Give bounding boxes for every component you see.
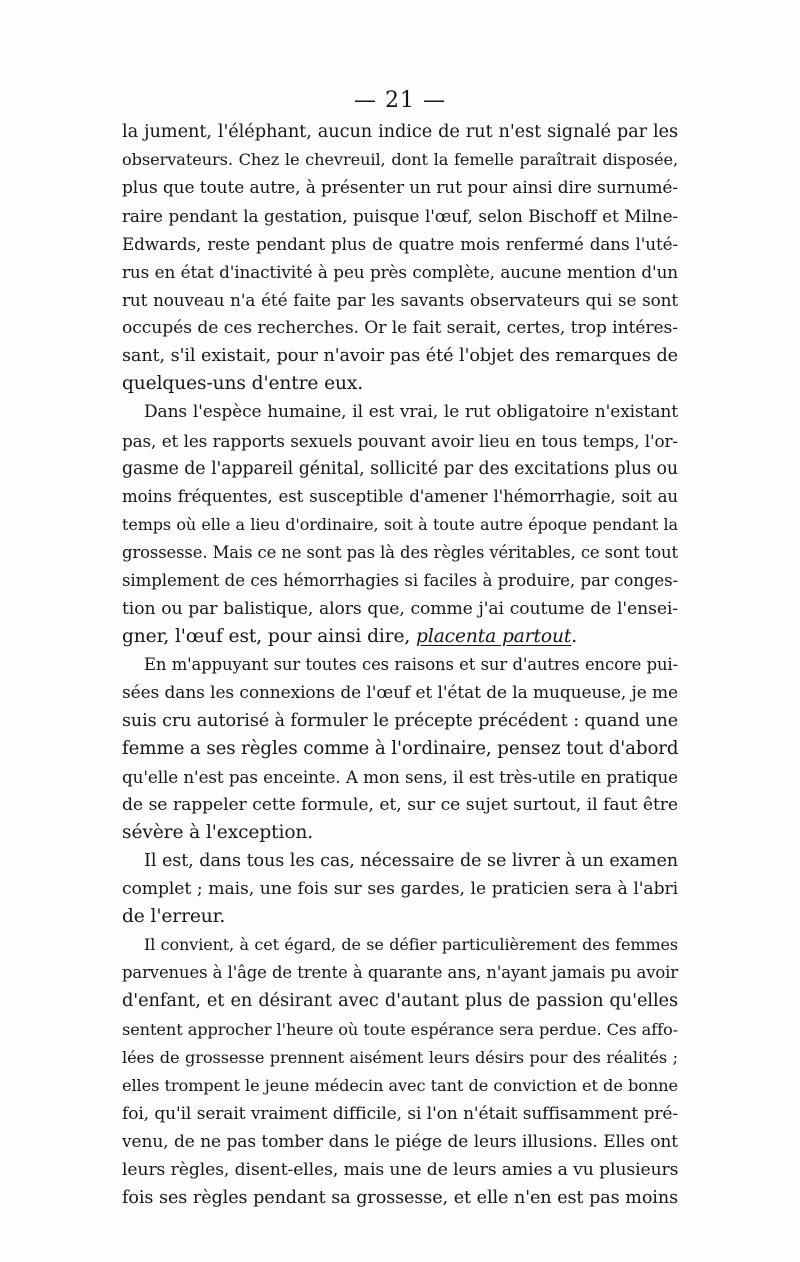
text-line bbox=[122, 735, 678, 763]
line-text: de l'erreur. bbox=[122, 906, 226, 928]
line-text: grossesse. Mais ce ne sont pas là des règles véritables, ce sont tout bbox=[122, 542, 678, 562]
line-text: sentent approcher l'heure où toute espérance sera perdue. Ces affo- bbox=[122, 1019, 678, 1039]
text-line bbox=[122, 146, 678, 174]
line-text: sévère à l'exception. bbox=[122, 822, 314, 844]
text-line bbox=[122, 1156, 678, 1184]
page-number: — 21 — bbox=[354, 88, 446, 113]
line-text: de se rappeler cette formule, et, sur ce sujet surtout, il faut être bbox=[122, 795, 678, 816]
text-line bbox=[122, 455, 678, 483]
text-line bbox=[122, 931, 678, 959]
line-text: plus que toute autre, à présenter un rut pour ainsi dire surnumé- bbox=[122, 178, 679, 199]
line-text: rus en état d'inactivité à peu près complète, aucune mention d'un bbox=[122, 262, 678, 283]
line-text: En m'appuyant sur toutes ces raisons et sur d'autres encore pui- bbox=[144, 654, 678, 674]
line-text: foi, qu'il serait vraiment difficile, si l'on n'était suffisamment pré- bbox=[122, 1103, 678, 1124]
text-line bbox=[122, 118, 678, 146]
line-text: simplement de ces hémorrhagies si faciles à produire, par conges- bbox=[122, 570, 678, 590]
line-text: leurs règles, disent-elles, mais une de leurs amies a vu plusieurs bbox=[122, 1159, 679, 1180]
text-line bbox=[122, 567, 678, 595]
line-text: rut nouveau n'a été faite par les savants observateurs qui se sont bbox=[122, 290, 678, 311]
text-line bbox=[122, 791, 678, 819]
text-line bbox=[122, 286, 678, 314]
emphasized-phrase: placenta partout bbox=[416, 625, 572, 647]
line-text: gner, l'œuf est, pour ainsi dire, bbox=[122, 625, 417, 647]
line-text: suis cru autorisé à formuler le précepte précédent : quand une bbox=[122, 710, 679, 731]
text-line bbox=[122, 539, 678, 567]
text-line bbox=[122, 1044, 678, 1072]
line-text: sant, s'il existait, pour n'avoir pas été l'objet des remarques de bbox=[122, 346, 678, 367]
text-line bbox=[122, 342, 678, 370]
line-text: observateurs. Chez le chevreuil, dont la femelle paraîtrait disposée, bbox=[122, 150, 678, 170]
text-line bbox=[122, 370, 678, 398]
text-line bbox=[122, 398, 678, 426]
line-text: gasme de l'appareil génital, sollicité par des excitations plus ou bbox=[122, 458, 678, 479]
text-line bbox=[122, 1072, 678, 1100]
line-text: la jument, l'éléphant, aucun indice de rut n'est signalé par les bbox=[122, 121, 678, 142]
text-line bbox=[122, 174, 678, 202]
text-line bbox=[122, 230, 678, 258]
line-text: moins fréquentes, est susceptible d'amener l'hémorrhagie, soit au bbox=[122, 486, 678, 506]
text-line bbox=[122, 258, 678, 286]
text-line bbox=[122, 875, 678, 903]
text-line bbox=[122, 595, 678, 623]
line-text: d'enfant, et en désirant avec d'autant plus de passion qu'elles bbox=[122, 990, 678, 1012]
line-text: Dans l'espèce humaine, il est vrai, le rut obligatoire n'existant bbox=[144, 402, 678, 423]
line-text: fois ses règles pendant sa grossesse, et elle n'en est pas moins bbox=[122, 1187, 678, 1208]
text-line bbox=[122, 1100, 678, 1128]
text-line bbox=[122, 1016, 678, 1044]
text-line bbox=[122, 847, 678, 875]
line-text: pas, et les rapports sexuels pouvant avoir lieu en tous temps, l'or- bbox=[122, 430, 678, 451]
line-text: lées de grossesse prennent aisément leurs désirs pour des réalités ; bbox=[122, 1047, 678, 1067]
line-text: femme a ses règles comme à l'ordinaire, pensez tout d'abord bbox=[122, 738, 679, 760]
text-line bbox=[122, 511, 678, 539]
text-line bbox=[122, 651, 678, 679]
line-text: Edwards, reste pendant plus de quatre mois renfermé dans l'uté- bbox=[122, 234, 678, 255]
line-text: elles trompent le jeune médecin avec tant de conviction et de bonne bbox=[122, 1075, 678, 1095]
text-line bbox=[122, 763, 678, 791]
text-line bbox=[122, 1128, 678, 1156]
line-text: parvenues à l'âge de trente à quarante ans, n'ayant jamais pu avoir bbox=[122, 963, 678, 983]
line-text: venu, de ne pas tomber dans le piége de leurs illusions. Elles ont bbox=[122, 1131, 678, 1152]
text-line bbox=[122, 819, 678, 847]
line-text: complet ; mais, une fois sur ses gardes, le praticien sera à l'abri bbox=[122, 879, 678, 900]
text-line bbox=[122, 959, 678, 987]
line-text: temps où elle a lieu d'ordinaire, soit à toute autre époque pendant la bbox=[122, 514, 678, 534]
text-line bbox=[122, 483, 678, 511]
line-text: raire pendant la gestation, puisque l'œuf, selon Bischoff et Milne- bbox=[122, 206, 678, 227]
text-line bbox=[122, 707, 678, 735]
body-text bbox=[122, 118, 678, 1212]
text-line bbox=[122, 903, 678, 931]
line-text: qu'elle n'est pas enceinte. A mon sens, il est très-utile en pratique bbox=[122, 767, 678, 788]
line-text: Il est, dans tous les cas, nécessaire de se livrer à un examen bbox=[144, 851, 678, 872]
text-line bbox=[122, 427, 678, 455]
text-line bbox=[122, 202, 678, 230]
text-line bbox=[122, 623, 678, 651]
line-text: occupés de ces recherches. Or le fait serait, certes, trop intéres- bbox=[122, 318, 678, 339]
line-text: quelques-uns d'entre eux. bbox=[122, 373, 364, 395]
line-tail: . bbox=[571, 625, 578, 647]
text-line bbox=[122, 987, 678, 1015]
text-line bbox=[122, 679, 678, 707]
line-text: tion ou par balistique, alors que, comme j'ai coutume de l'ensei- bbox=[122, 598, 678, 619]
text-line bbox=[122, 314, 678, 342]
text-line bbox=[122, 1184, 678, 1212]
line-text: Il convient, à cet égard, de se défier particulièrement des femmes bbox=[144, 935, 678, 955]
line-text: sées dans les connexions de l'œuf et l'état de la muqueuse, je me bbox=[122, 682, 678, 703]
